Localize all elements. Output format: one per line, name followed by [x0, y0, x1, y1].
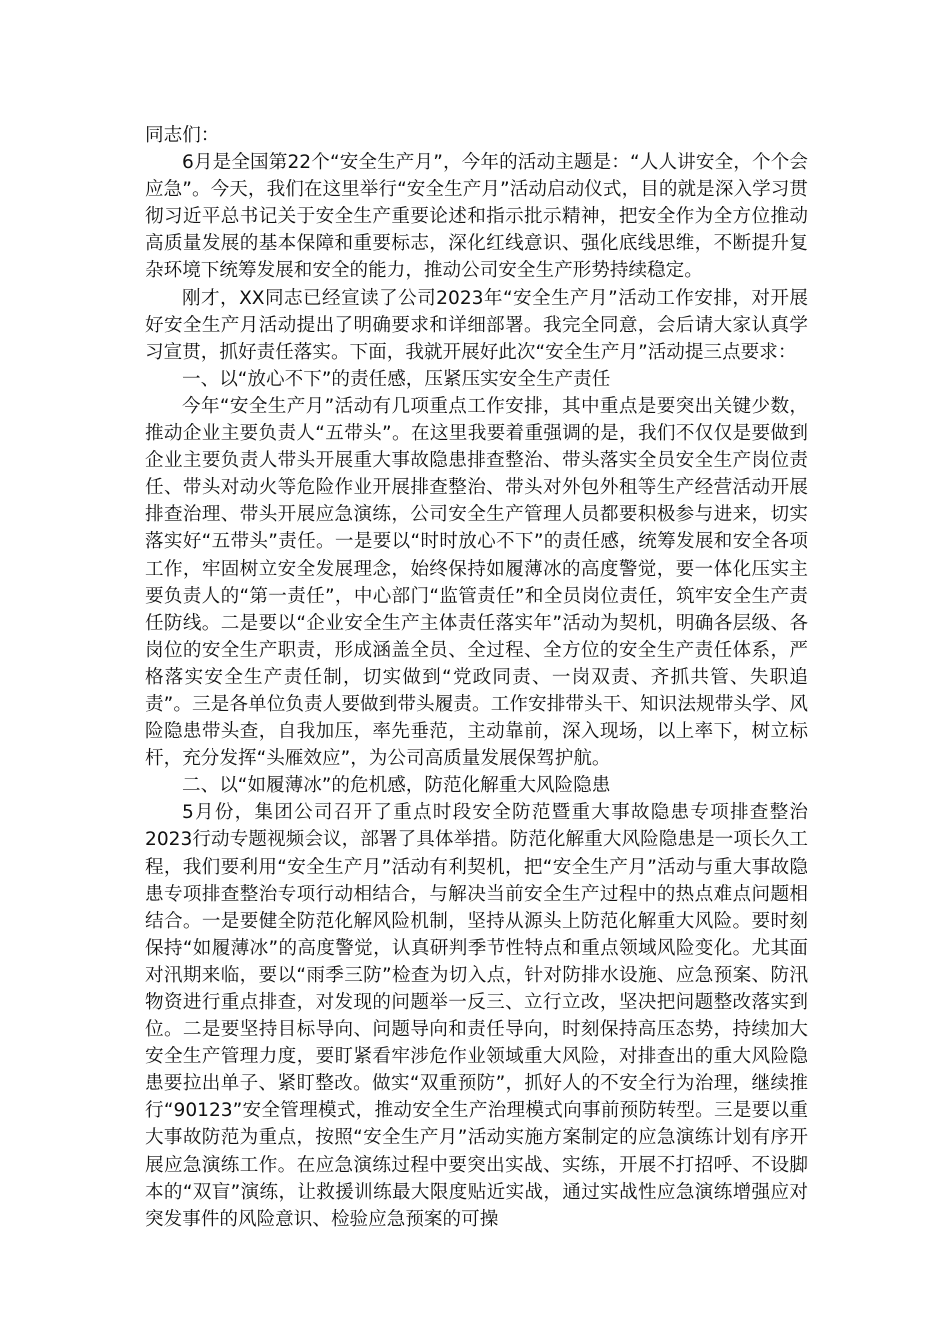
section-heading-1: 一、以“放心不下”的责任感，压紧压实安全生产责任	[182, 368, 611, 390]
paragraph-section-2: 5月份，集团公司召开了重点时段安全防范暨重大事故隐患专项排查整治2023行动专题视频会议，部署了具体举措。防范化解重大风险隐患是一项长久工程，我们要利用“安全生产月”活动有利契机，把“安全生产月”活动与重大事故隐患专项排查整治专项行动相结合，与解决当前安全生产过程中的热点难点问题相结合。一是要健全防范化解风险机制，坚持从源头上防范化解重大风险。要时刻保持“如履薄冰”的高度警觉，认真研判季节性特点和重点领域风险变化。尤其面对汛期来临，要以“雨季三防”检查为切入点，针对防排水设施、应急预案、防汛物资进行重点排查，对发现的问题举一反三、立行立改，坚决把问题整改落实到位。二是要坚持目标导向、问题导向和责任导向，时刻保持高压态势，持续加大安全生产管理力度，要盯紧看牢涉危作业领域重大风险，对排查出的重大风险隐患要拉出单子、紧盯整改。做实“双重预防”，抓好人的不安全行为治理，继续推行“90123”安全管理模式，推动安全生产治理模式向事前预防转型。三是要以重大事故防范为重点，按照“安全生产月”活动实施方案制定的应急演练计划有序开展应急演练工作。在应急演练过程中要突出实战、实练，开展不打招呼、不设脚本的“双盲”演练，让救援训练最大限度贴近实战，通过实战性应急演练增强应对突发事件的风险意识、检验应急预案的可操	[145, 802, 808, 1230]
section-heading-2: 二、以“如履薄冰”的危机感，防范化解重大风险隐患	[182, 775, 611, 797]
document-body	[145, 122, 808, 1233]
paragraph-requirements: 刚才，XX同志已经宣读了公司2023年“安全生产月”活动工作安排，对开展好安全生产月活动提出了明确要求和详细部署。我完全同意，会后请大家认真学习宣贯，抓好责任落实。下面，我就开展好此次“安全生产月”活动提三点要求：	[145, 287, 808, 363]
salutation: 同志们：	[145, 125, 220, 146]
paragraph-section-1: 今年“安全生产月”活动有几项重点工作安排，其中重点是要突出关键少数，推动企业主要负责人“五带头”。在这里我要着重强调的是，我们不仅仅是要做到企业主要负责人带头开展重大事故隐患排查整治、带头落实全员安全生产岗位责任、带头对动火等危险作业开展排查整治、带头对外包外租等生产经营活动开展排查治理、带头开展应急演练，公司安全生产管理人员都要积极参与进来，切实落实好“五带头”责任。一是要以“时时放心不下”的责任感，统筹发展和安全各项工作，牢固树立安全发展理念，始终保持如履薄冰的高度警觉，要一体化压实主要负责人的“第一责任”，中心部门“监管责任”和全员岗位责任，筑牢安全生产责任防线。二是要以“企业安全生产主体责任落实年”活动为契机，明确各层级、各岗位的安全生产职责，形成涵盖全员、全过程、全方位的安全生产责任体系，严格落实安全生产责任制，切实做到“党政同责、一岗双责、齐抓共管、失职追责”。三是各单位负责人要做到带头履责。工作安排带头干、知识法规带头学、风险隐患带头查，自我加压，率先垂范，主动靠前，深入现场，以上率下，树立标杆，充分发挥“头雁效应”，为公司高质量发展保驾护航。	[145, 395, 808, 770]
paragraph-intro: 6月是全国第22个“安全生产月”，今年的活动主题是：“人人讲安全，个个会应急”。今天，我们在这里举行“安全生产月”活动启动仪式，目的就是深入学习贯彻习近平总书记关于安全生产重要论述和指示批示精神，把安全作为全方位推动高质量发展的基本保障和重要标志，深化红线意识、强化底线思维，不断提升复杂环境下统筹发展和安全的能力，推动公司安全生产形势持续稳定。	[145, 152, 808, 282]
